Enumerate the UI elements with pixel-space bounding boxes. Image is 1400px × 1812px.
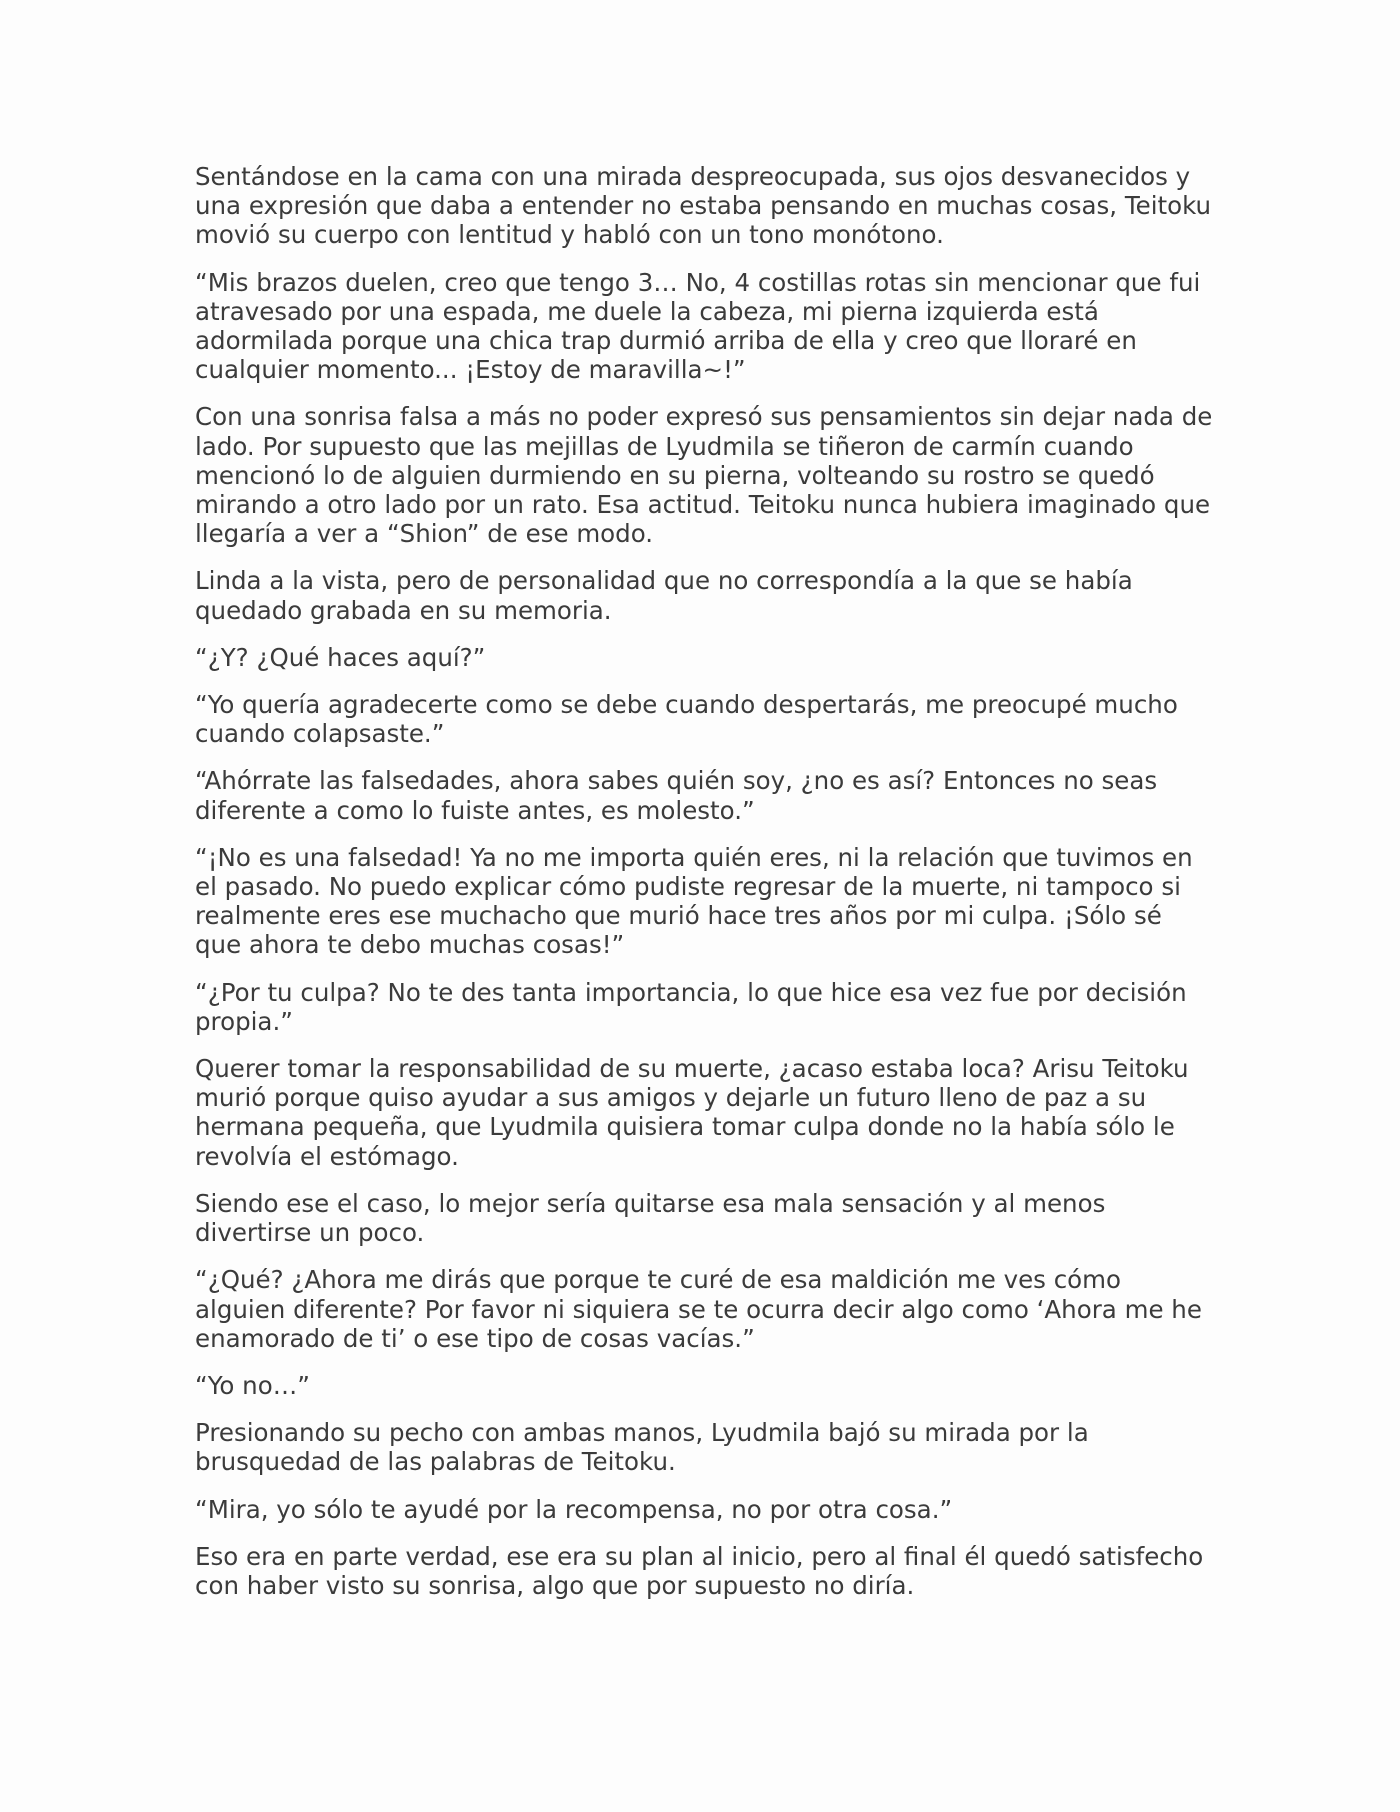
paragraph: “¿Qué? ¿Ahora me dirás que porque te curé de esa maldición me ves cómo alguien diferente? Por favor ni siquiera se te ocurra decir algo como ‘Ahora me he enamorado de ti’ o ese tipo de cosas vacías.” bbox=[195, 1265, 1202, 1353]
paragraph: Con una sonrisa falsa a más no poder expresó sus pensamientos sin dejar nada de lado. Por supuesto que las mejillas de Lyudmila se tiñeron de carmín cuando mencionó lo de alguien durmiendo en su pierna, volteando su rostro se quedó mirando a otro lado por un rato. Esa actitud. Teitoku nunca hubiera imaginado que llegaría a ver a “Shion” de ese modo. bbox=[195, 402, 1213, 549]
document-body bbox=[195, 162, 1215, 1618]
paragraph: “¿Y? ¿Qué haces aquí?” bbox=[195, 642, 486, 672]
paragraph: “¡No es una falsedad! Ya no me importa quién eres, ni la relación que tuvimos en el pasado. No puedo explicar cómo pudiste regresar de la muerte, ni tampoco si realmente eres ese muchacho que murió hace tres años por mi culpa. ¡Sólo sé que ahora te debo muchas cosas!” bbox=[195, 842, 1193, 960]
paragraph: “Mira, yo sólo te ayudé por la recompensa, no por otra cosa.” bbox=[195, 1494, 953, 1524]
paragraph: Siendo ese el caso, lo mejor sería quitarse esa mala sensación y al menos divertirse un poco. bbox=[195, 1188, 1106, 1248]
paragraph: “Yo quería agradecerte como se debe cuando despertarás, me preocupé mucho cuando colapsaste.” bbox=[195, 690, 1178, 749]
paragraph: “Yo no…” bbox=[195, 1370, 310, 1400]
paragraph: “Ahórrate las falsedades, ahora sabes quién soy, ¿no es así? Entonces no seas diferente a como lo fuiste antes, es molesto.” bbox=[195, 766, 1158, 825]
paragraph: “¿Por tu culpa? No te des tanta importancia, lo que hice esa vez fue por decisión propia.” bbox=[195, 977, 1187, 1036]
paragraph: Linda a la vista, pero de personalidad que no correspondía a la que se había quedado grabada en su memoria. bbox=[195, 566, 1133, 625]
paragraph: Sentándose en la cama con una mirada despreocupada, sus ojos desvanecidos y una expresión que daba a entender no estaba pensando en muchas cosas, Teitoku movió su cuerpo con lentitud y habló con un tono monótono. bbox=[195, 162, 1212, 250]
paragraph: Presionando su pecho con ambas manos, Lyudmila bajó su mirada por la brusquedad de las palabras de Teitoku. bbox=[195, 1418, 1089, 1477]
paragraph: Querer tomar la responsabilidad de su muerte, ¿acaso estaba loca? Arisu Teitoku murió porque quiso ayudar a sus amigos y dejarle un futuro lleno de paz a su hermana pequeña, que Lyudmila quisiera tomar culpa donde no la había sólo le revolvía el estómago. bbox=[195, 1054, 1189, 1171]
paragraph: “Mis brazos duelen, creo que tengo 3… No, 4 costillas rotas sin mencionar que fui atravesado por una espada, me duele la cabeza, mi pierna izquierda está adormilada porque una chica trap durmió arriba de ella y creo que lloraré en cualquier momento... ¡Estoy de maravilla~!” bbox=[195, 267, 1201, 385]
paragraph: Eso era en parte verdad, ese era su plan al inicio, pero al final él quedó satisfecho con haber visto su sonrisa, algo que por supuesto no diría. bbox=[195, 1541, 1204, 1600]
